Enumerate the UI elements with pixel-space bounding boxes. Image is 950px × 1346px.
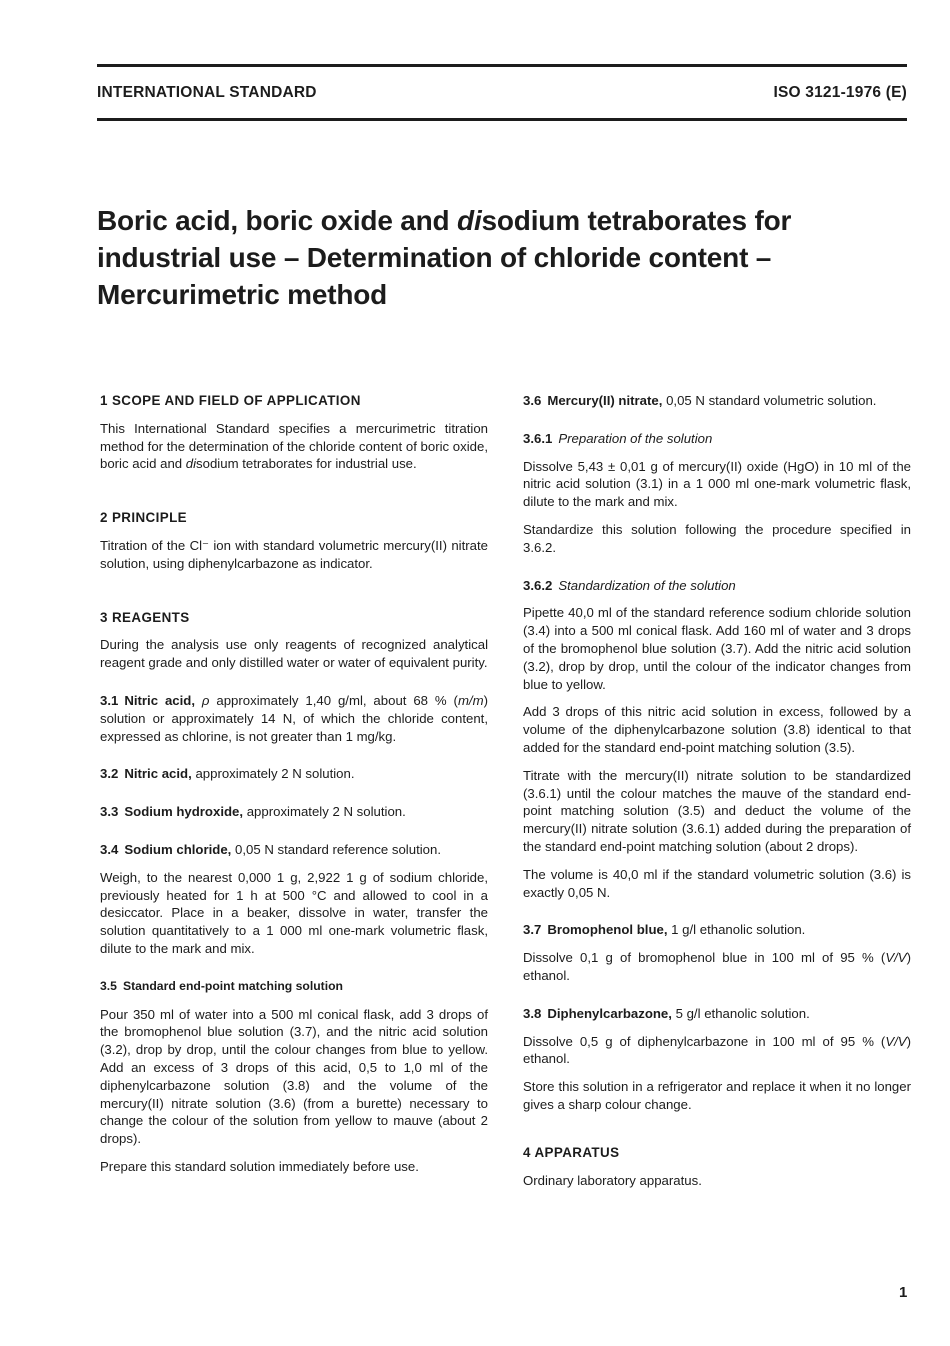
left-column	[100, 392, 488, 1186]
section-2-text: Titration of the Cl⁻ ion with standard volumetric mercury(II) nitrate solution, using diphenylcarbazone as indicator.	[100, 537, 488, 571]
section-1-text: This International Standard specifies a mercurimetric titration method for the determination of the chloride content of boric oxide, boric acid and disodium tetraborates for industrial use.	[100, 420, 488, 472]
header-standard-type: INTERNATIONAL STANDARD	[97, 84, 317, 101]
section-3-heading: 3 REAGENTS	[100, 609, 190, 625]
reagent-3-6: 3.6 Mercury(II) nitrate, 0,05 N standard volumetric solution.	[523, 393, 877, 408]
subclause-3-6-1-heading: 3.6.1 Preparation of the solution	[523, 430, 713, 446]
reagent-3-4: 3.4 Sodium chloride, 0,05 N standard reference solution.	[100, 841, 441, 857]
section-3-text: During the analysis use only reagents of recognized analytical reagent grade and only distilled water or water of equivalent purity.	[100, 637, 488, 671]
reagent-3-5-procedure: Pour 350 ml of water into a 500 ml conical flask, add 3 drops of the bromophenol blue solution (3.7), and the nitric acid solution (3.2), drop by drop, until the colour changes from blue to yellow. Add an excess of 3 drops of this acid, 0,5 to 1,0 ml of the diphenylcarbazone solution (3.8) and the volume of the mercury(II) nitrate solution (3.6) (from a burette) necessary to change the colour of the solution from yellow to mauve (about 2 drops).	[100, 1006, 488, 1147]
reagent-3-5-note: Prepare this standard solution immediately before use.	[100, 1158, 419, 1174]
page-number: 1	[899, 1284, 908, 1301]
section-4-text: Ordinary laboratory apparatus.	[523, 1172, 702, 1188]
reagent-3-8: 3.8 Diphenylcarbazone, 5 g/l ethanolic solution.	[523, 1005, 810, 1021]
reagent-3-5-heading: 3.5 Standard end-point matching solution	[100, 978, 343, 993]
section-1-heading: 1 SCOPE AND FIELD OF APPLICATION	[100, 393, 361, 408]
reagent-3-1: 3.1 Nitric acid, ρ approximately 1,40 g/ml, about 68 % (m/m) solution or approximately 14 N, of which the chloride content, expressed as chlorine, is not greater than 1 mg/kg.	[100, 692, 488, 744]
header-standard-number: ISO 3121-1976 (E)	[773, 84, 907, 101]
right-column	[523, 392, 911, 1199]
reagent-3-4-procedure: Weigh, to the nearest 0,000 1 g, 2,922 1 g of sodium chloride, previously heated for 1 h at 500 °C and allowed to cool in a desiccator. Place in a beaker, dissolve in water, transfer the solution quantitatively to a 1 000 ml one-mark volumetric flask, dilute to the mark and mix.	[100, 869, 488, 956]
subclause-3-6-2-step-2: Add 3 drops of this nitric acid solution in excess, followed by a volume of the diphenylcarbazone solution (3.8) identical to that added for the standard end-point matching solution (3.5).	[523, 704, 911, 755]
document-title: Boric acid, boric oxide and disodium tetraborates for industrial use – Determination of chloride content – Mercurimetric method	[97, 205, 792, 310]
reagent-3-7: 3.7 Bromophenol blue, 1 g/l ethanolic solution.	[523, 922, 806, 938]
subclause-3-6-2-step-3: Titrate with the mercury(II) nitrate solution to be standardized (3.6.1) until the colour matches the mauve of the standard end-point matching solution (3.5) and deduct the volume of the mercury(II) nitrate solution (3.6.1) added during the preparation of the standard end-point matching solution (about 2 drops).	[523, 767, 911, 854]
subclause-3-6-2-step-4: The volume is 40,0 ml if the standard volumetric solution (3.6) is exactly 0,05 N.	[523, 866, 911, 900]
section-2-heading: 2 PRINCIPLE	[100, 510, 187, 526]
reagent-3-3: 3.3 Sodium hydroxide, approximately 2 N solution.	[100, 804, 406, 820]
subclause-3-6-1-note: Standardize this solution following the procedure specified in 3.6.2.	[523, 521, 911, 555]
header-rule	[97, 118, 907, 121]
subclause-3-6-1-text: Dissolve 5,43 ± 0,01 g of mercury(II) oxide (HgO) in 10 ml of the nitric acid solution (3.1) in a 1 000 ml one-mark volumetric flask, dilute to the mark and mix.	[523, 458, 911, 510]
reagent-3-2: 3.2 Nitric acid, approximately 2 N solution.	[100, 766, 355, 782]
section-4-heading: 4 APPARATUS	[523, 1144, 620, 1160]
top-rule	[97, 64, 907, 67]
subclause-3-6-2-heading: 3.6.2 Standardization of the solution	[523, 577, 736, 593]
reagent-3-8-storage: Store this solution in a refrigerator and replace it when it no longer gives a sharp colour change.	[523, 1079, 911, 1112]
reagent-3-8-procedure: Dissolve 0,5 g of diphenylcarbazone in 100 ml of 95 % (V/V) ethanol.	[523, 1033, 911, 1067]
reagent-3-7-procedure: Dissolve 0,1 g of bromophenol blue in 100 ml of 95 % (V/V) ethanol.	[523, 950, 911, 983]
subclause-3-6-2-step-1: Pipette 40,0 ml of the standard reference sodium chloride solution (3.4) into a 500 ml conical flask. Add 160 ml of water and 3 drops of the bromophenol blue solution (3.7). Add the nitric acid solution (3.2), drop by drop, until the colour of the indicator changes from blue to yellow.	[523, 605, 911, 692]
